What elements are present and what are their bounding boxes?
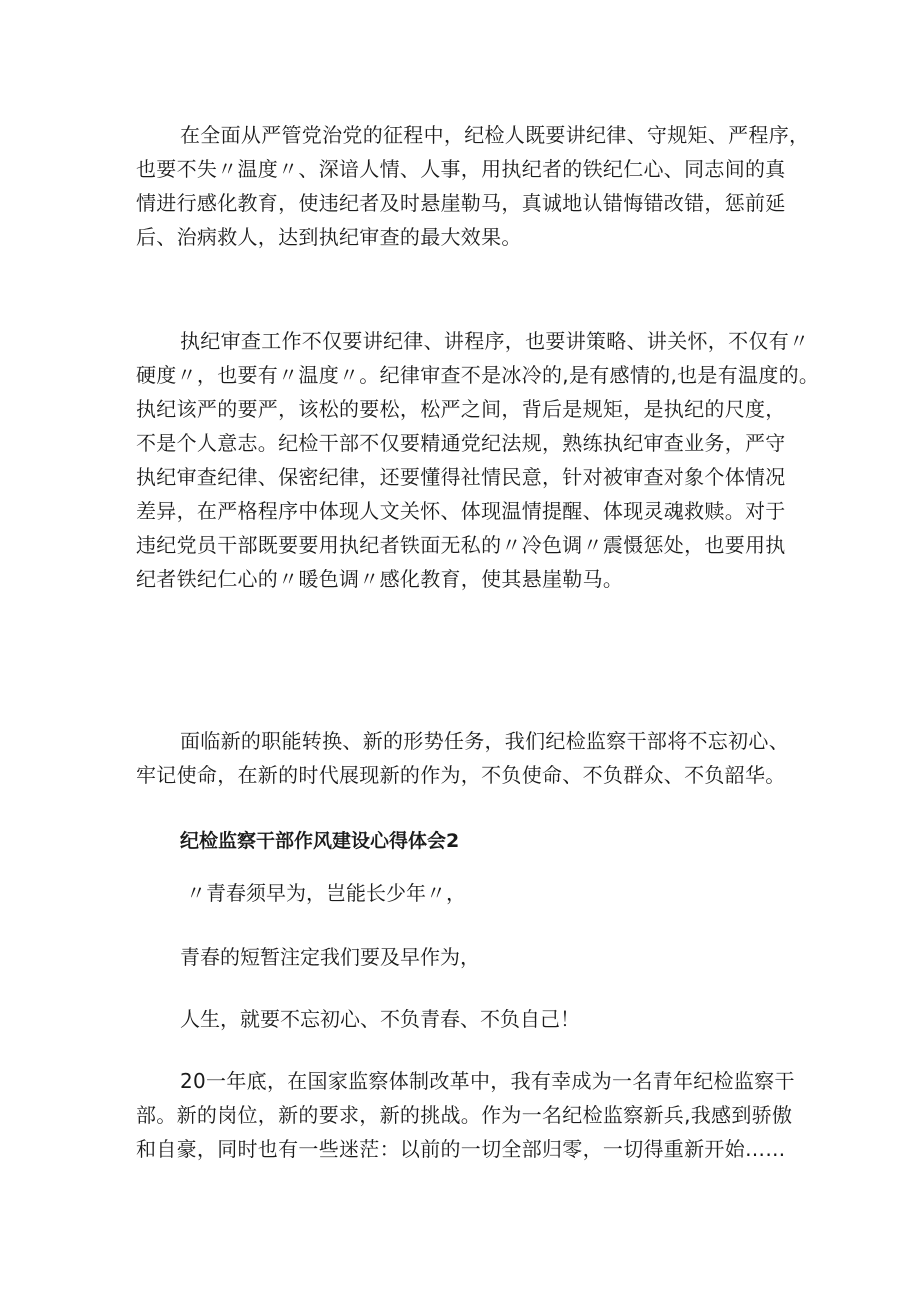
quote-line: 〃青春须早为，岂能长少年〃， <box>186 881 466 905</box>
text-line: 和自豪，同时也有一些迷茫：以前的一切全部归零，一切得重新开始…… <box>136 1137 786 1161</box>
text-line: 硬度〃，也要有〃温度〃。纪律审查不是冰冷的,是有感情的,也是有温度的。 <box>136 363 820 387</box>
text-line: 人生，就要不忘初心、不负青春、不负自己！ <box>180 1007 580 1031</box>
text-line: 部。新的岗位，新的要求，新的挑战。作为一名纪检监察新兵,我感到骄傲 <box>136 1103 793 1127</box>
text-line: 执纪该严的要严，该松的要松，松严之间，背后是规矩，是执纪的尺度， <box>136 397 786 421</box>
text-line: 不是个人意志。纪检干部不仅要精通党纪法规，熟练执纪审查业务，严守 <box>136 431 786 455</box>
text-line: 面临新的职能转换、新的形势任务，我们纪检监察干部将不忘初心、 <box>180 729 789 753</box>
text-line: 情进行感化教育，使违纪者及时悬崖勒马，真诚地认错悔错改错，惩前延 <box>136 191 786 215</box>
text-line: 20一年底，在国家监察体制改革中，我有幸成为一名青年纪检监察干 <box>180 1069 795 1093</box>
paragraph-1 <box>136 118 810 254</box>
text-line: 也要不失〃温度〃、深谙人情、人事，用执纪者的铁纪仁心、同志间的真 <box>136 157 786 181</box>
text-line: 违纪党员干部既要要用执纪者铁面无私的〃冷色调〃震慑惩处，也要用执 <box>136 533 786 557</box>
text-line: 青春的短暂注定我们要及早作为， <box>180 945 480 969</box>
section-heading: 纪检监察干部作风建设心得体会2 <box>180 830 460 852</box>
text-line: 差异，在严格程序中体现人文关怀、体现温情提醒、体现灵魂救赎。对于 <box>136 499 786 523</box>
text-line: 执纪审查纪律、保密纪律，还要懂得社情民意，针对被审查对象个体情况 <box>136 465 786 489</box>
text-line: 在全面从严管党治党的征程中，纪检人既要讲纪律、守规矩、严程序， <box>180 123 810 147</box>
text-line: 纪者铁纪仁心的〃暖色调〃感化教育，使其悬崖勒马。 <box>136 567 624 591</box>
text-line: 后、治病救人，达到执纪审查的最大效果。 <box>136 225 522 249</box>
paragraph-3 <box>136 724 802 792</box>
paragraph-2 <box>136 324 820 596</box>
text-line: 牢记使命，在新的时代展现新的作为，不负使命、不负群众、不负韶华。 <box>136 763 786 787</box>
text-line: 执纪审查工作不仅要讲纪律、讲程序，也要讲策略、讲关怀，不仅有〃 <box>180 329 810 353</box>
paragraph-4 <box>136 1064 802 1166</box>
